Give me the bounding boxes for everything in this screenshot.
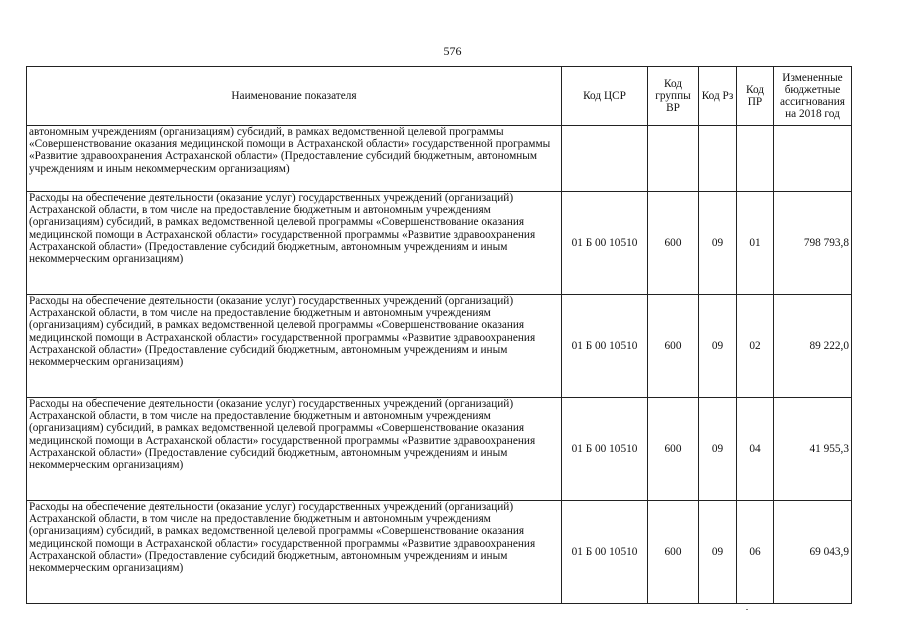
row-csr-cell: 01 Б 00 10510 — [562, 295, 648, 398]
continuation-pr-cell — [737, 126, 774, 192]
row-rz-cell: 09 — [699, 192, 737, 295]
row-sum-cell: 69 043,9 — [774, 501, 852, 604]
row-pr-cell: 04 — [737, 398, 774, 501]
table-body — [27, 126, 852, 604]
row-csr-cell: 01 Б 00 10510 — [562, 501, 648, 604]
row-name-cell: Расходы на обеспечение деятельности (оказание услуг) государственных учреждений (организаций) Астраханской области, в том числе на предоставление бюджетным и автономным учреждениям (организациям) субсидий, в рамках ведомственной целевой программы «Совершенствование оказания медицинской помощи в Астраханской области» государственной программы «Развитие здравоохранения Астраханской области» (Предоставление субсидий бюджетным, автономным учреждениям и иным некоммерческим организациям) — [27, 398, 562, 501]
row-pr-cell: 02 — [737, 295, 774, 398]
row-sum-cell: 798 793,8 — [774, 192, 852, 295]
row-rz-cell: 09 — [699, 295, 737, 398]
header-name: Наименование показателя — [27, 67, 562, 126]
row-sum-cell: 41 955,3 — [774, 398, 852, 501]
continuation-rz-cell — [699, 126, 737, 192]
header-row — [27, 67, 852, 126]
continuation-name-cell: автономным учреждениям (организациям) субсидий, в рамках ведомственной целевой программы «Совершенствование оказания медицинской помощи в Астраханской области» государственной программы «Развитие здравоохранения Астраханской области» (Предоставление субсидий бюджетным, автономным учреждениям и иным некоммерческим организациям) — [27, 126, 562, 192]
table-header — [27, 67, 852, 126]
row-name-cell: Расходы на обеспечение деятельности (оказание услуг) государственных учреждений (организаций) Астраханской области, в том числе на предоставление бюджетным и автономным учреждениям (организациям) субсидий, в рамках ведомственной целевой программы «Совершенствование оказания медицинской помощи в Астраханской области» государственной программы «Развитие здравоохранения Астраханской области» (Предоставление субсидий бюджетным, автономным учреждениям и иным некоммерческим организациям) — [27, 192, 562, 295]
row-pr-cell: 06 — [737, 501, 774, 604]
row-pr-cell: 01 — [737, 192, 774, 295]
table-row — [27, 501, 852, 604]
continuation-csr-cell — [562, 126, 648, 192]
header-csr: Код ЦСР — [562, 67, 648, 126]
scan-speck — [746, 609, 748, 610]
row-vr-cell: 600 — [648, 398, 699, 501]
row-vr-cell: 600 — [648, 295, 699, 398]
row-vr-cell: 600 — [648, 192, 699, 295]
row-name-cell: Расходы на обеспечение деятельности (оказание услуг) государственных учреждений (организаций) Астраханской области, в том числе на предоставление бюджетным и автономным учреждениям (организациям) субсидий, в рамках ведомственной целевой программы «Совершенствование оказания медицинской помощи в Астраханской области» государственной программы «Развитие здравоохранения Астраханской области» (Предоставление субсидий бюджетным, автономным учреждениям и иным некоммерческим организациям) — [27, 295, 562, 398]
budget-table — [26, 66, 852, 604]
header-sum: Измененные бюджетные ассигнования на 2018 год — [774, 67, 852, 126]
table-row — [27, 192, 852, 295]
continuation-row — [27, 126, 852, 192]
row-csr-cell: 01 Б 00 10510 — [562, 398, 648, 501]
row-rz-cell: 09 — [699, 501, 737, 604]
table-row — [27, 295, 852, 398]
page-number: 576 — [443, 44, 462, 58]
row-sum-cell: 89 222,0 — [774, 295, 852, 398]
header-pr: Код ПР — [737, 67, 774, 126]
row-name-cell: Расходы на обеспечение деятельности (оказание услуг) государственных учреждений (организаций) Астраханской области, в том числе на предоставление бюджетным и автономным учреждениям (организациям) субсидий, в рамках ведомственной целевой программы «Совершенствование оказания медицинской помощи в Астраханской области» государственной программы «Развитие здравоохранения Астраханской области» (Предоставление субсидий бюджетным, автономным учреждениям и иным некоммерческим организациям) — [27, 501, 562, 604]
continuation-vr-cell — [648, 126, 699, 192]
header-rz: Код Рз — [699, 67, 737, 126]
row-csr-cell: 01 Б 00 10510 — [562, 192, 648, 295]
header-vr: Код группы ВР — [648, 67, 699, 126]
row-vr-cell: 600 — [648, 501, 699, 604]
row-rz-cell: 09 — [699, 398, 737, 501]
table-row — [27, 398, 852, 501]
continuation-sum-cell — [774, 126, 852, 192]
